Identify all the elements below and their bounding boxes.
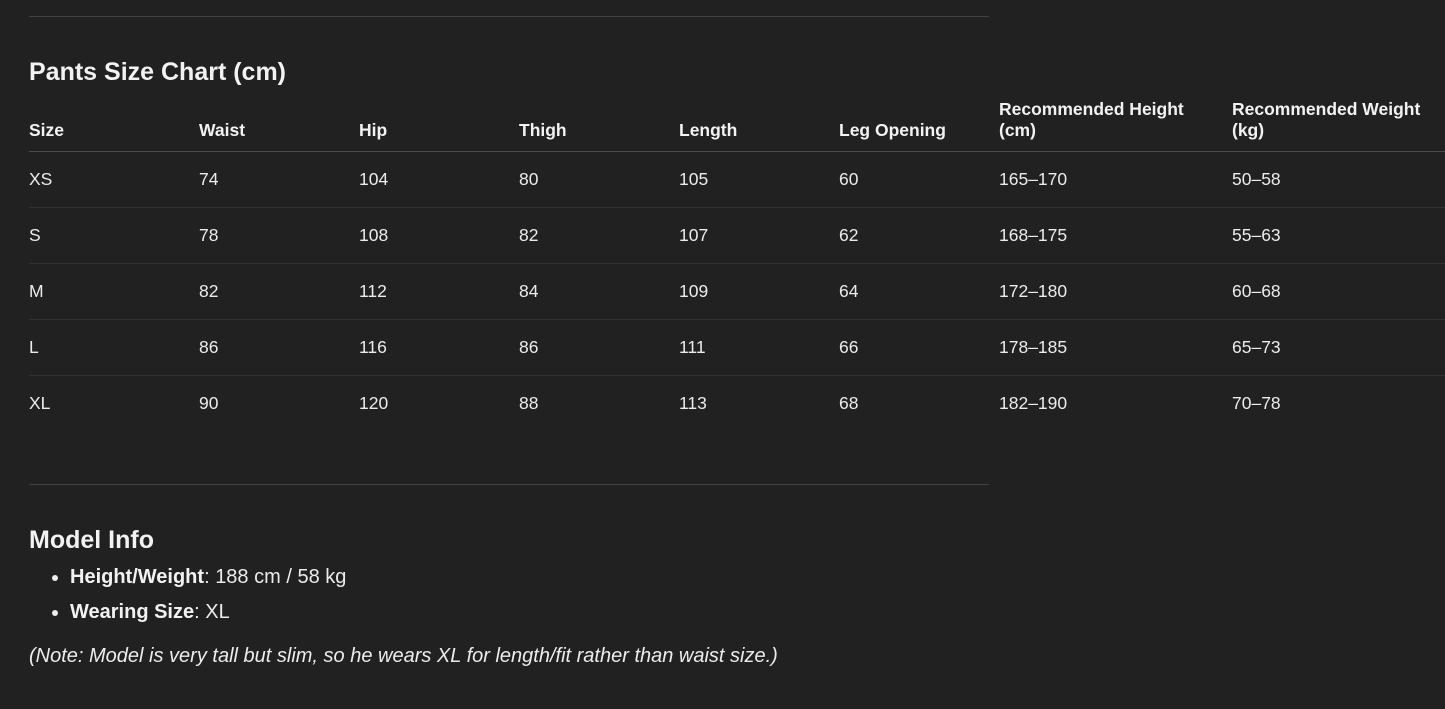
model-note: (Note: Model is very tall but slim, so he wears XL for length/fit rather than waist size.)	[29, 645, 778, 667]
table-cell: 105	[679, 169, 709, 189]
table-cell: 50–58	[1232, 169, 1281, 189]
pants-size-chart-table	[29, 99, 1445, 431]
table-cell: 55–63	[1232, 208, 1445, 264]
model-info-separator: :	[194, 601, 206, 623]
divider-middle	[29, 484, 989, 485]
table-cell: 113	[679, 376, 839, 432]
divider-top	[29, 16, 989, 17]
table-cell: 116	[359, 320, 519, 376]
table-header	[29, 99, 1445, 152]
table-cell: 182–190	[999, 376, 1232, 432]
column-header: Length	[679, 99, 839, 152]
size-cell: XL	[29, 376, 199, 432]
table-cell: 165–170	[999, 169, 1068, 189]
table-body	[29, 152, 1445, 432]
table-header-row	[29, 99, 1445, 152]
table-cell: 65–73	[1232, 320, 1445, 376]
table-cell: 108	[359, 208, 519, 264]
table-row	[29, 320, 1445, 376]
table-cell: 172–180	[999, 264, 1232, 320]
table-cell: 120	[359, 376, 519, 432]
column-header: Recommended Height (cm)	[999, 99, 1232, 152]
table-row	[29, 264, 1445, 320]
table-cell: 104	[359, 169, 389, 189]
table-cell: 111	[679, 320, 839, 376]
table-cell: 82	[199, 264, 359, 320]
table-cell: 86	[199, 320, 359, 376]
table-cell: 82	[519, 208, 679, 264]
table-cell: 78	[199, 208, 359, 264]
model-info-separator: :	[204, 566, 216, 588]
table-cell: 86	[519, 320, 679, 376]
table-cell: 62	[839, 208, 999, 264]
table-cell: 112	[359, 264, 519, 320]
size-cell: S	[29, 208, 199, 264]
table-cell: 88	[519, 376, 679, 432]
table-cell: 109	[679, 264, 839, 320]
model-info-item	[70, 595, 1445, 630]
table-row	[29, 376, 1445, 432]
model-info-label: Wearing Size	[70, 601, 195, 623]
model-info-title: Model Info	[29, 526, 154, 554]
model-info-value: XL	[205, 601, 230, 623]
model-info-label: Height/Weight	[70, 566, 205, 588]
size-cell: M	[29, 264, 199, 320]
table-row	[29, 152, 1445, 208]
column-header: Waist	[199, 99, 359, 152]
table-cell: 68	[839, 376, 999, 432]
table-cell: 70–78	[1232, 376, 1445, 432]
size-cell: XS	[29, 169, 53, 189]
model-info-value: 188 cm / 58 kg	[215, 566, 347, 588]
table-cell: 80	[519, 169, 539, 189]
column-header: Recommended Weight (kg)	[1232, 99, 1445, 152]
column-header: Size	[29, 99, 199, 152]
column-header: Hip	[359, 99, 519, 152]
table-cell: 66	[839, 320, 999, 376]
table-cell: 74	[199, 169, 219, 189]
table-row	[29, 208, 1445, 264]
column-header: Thigh	[519, 99, 679, 152]
document-content	[0, 16, 1445, 674]
table-cell: 90	[199, 376, 359, 432]
table-cell: 60	[839, 169, 859, 189]
table-cell: 84	[519, 264, 679, 320]
model-info-list	[29, 560, 1445, 630]
column-header: Leg Opening	[839, 99, 999, 152]
table-cell: 107	[679, 208, 839, 264]
size-cell: L	[29, 320, 199, 376]
table-cell: 60–68	[1232, 264, 1445, 320]
table-cell: 64	[839, 264, 999, 320]
model-info-item	[70, 560, 1445, 595]
table-cell: 168–175	[999, 208, 1232, 264]
size-chart-title: Pants Size Chart (cm)	[29, 58, 287, 86]
table-cell: 178–185	[999, 320, 1232, 376]
